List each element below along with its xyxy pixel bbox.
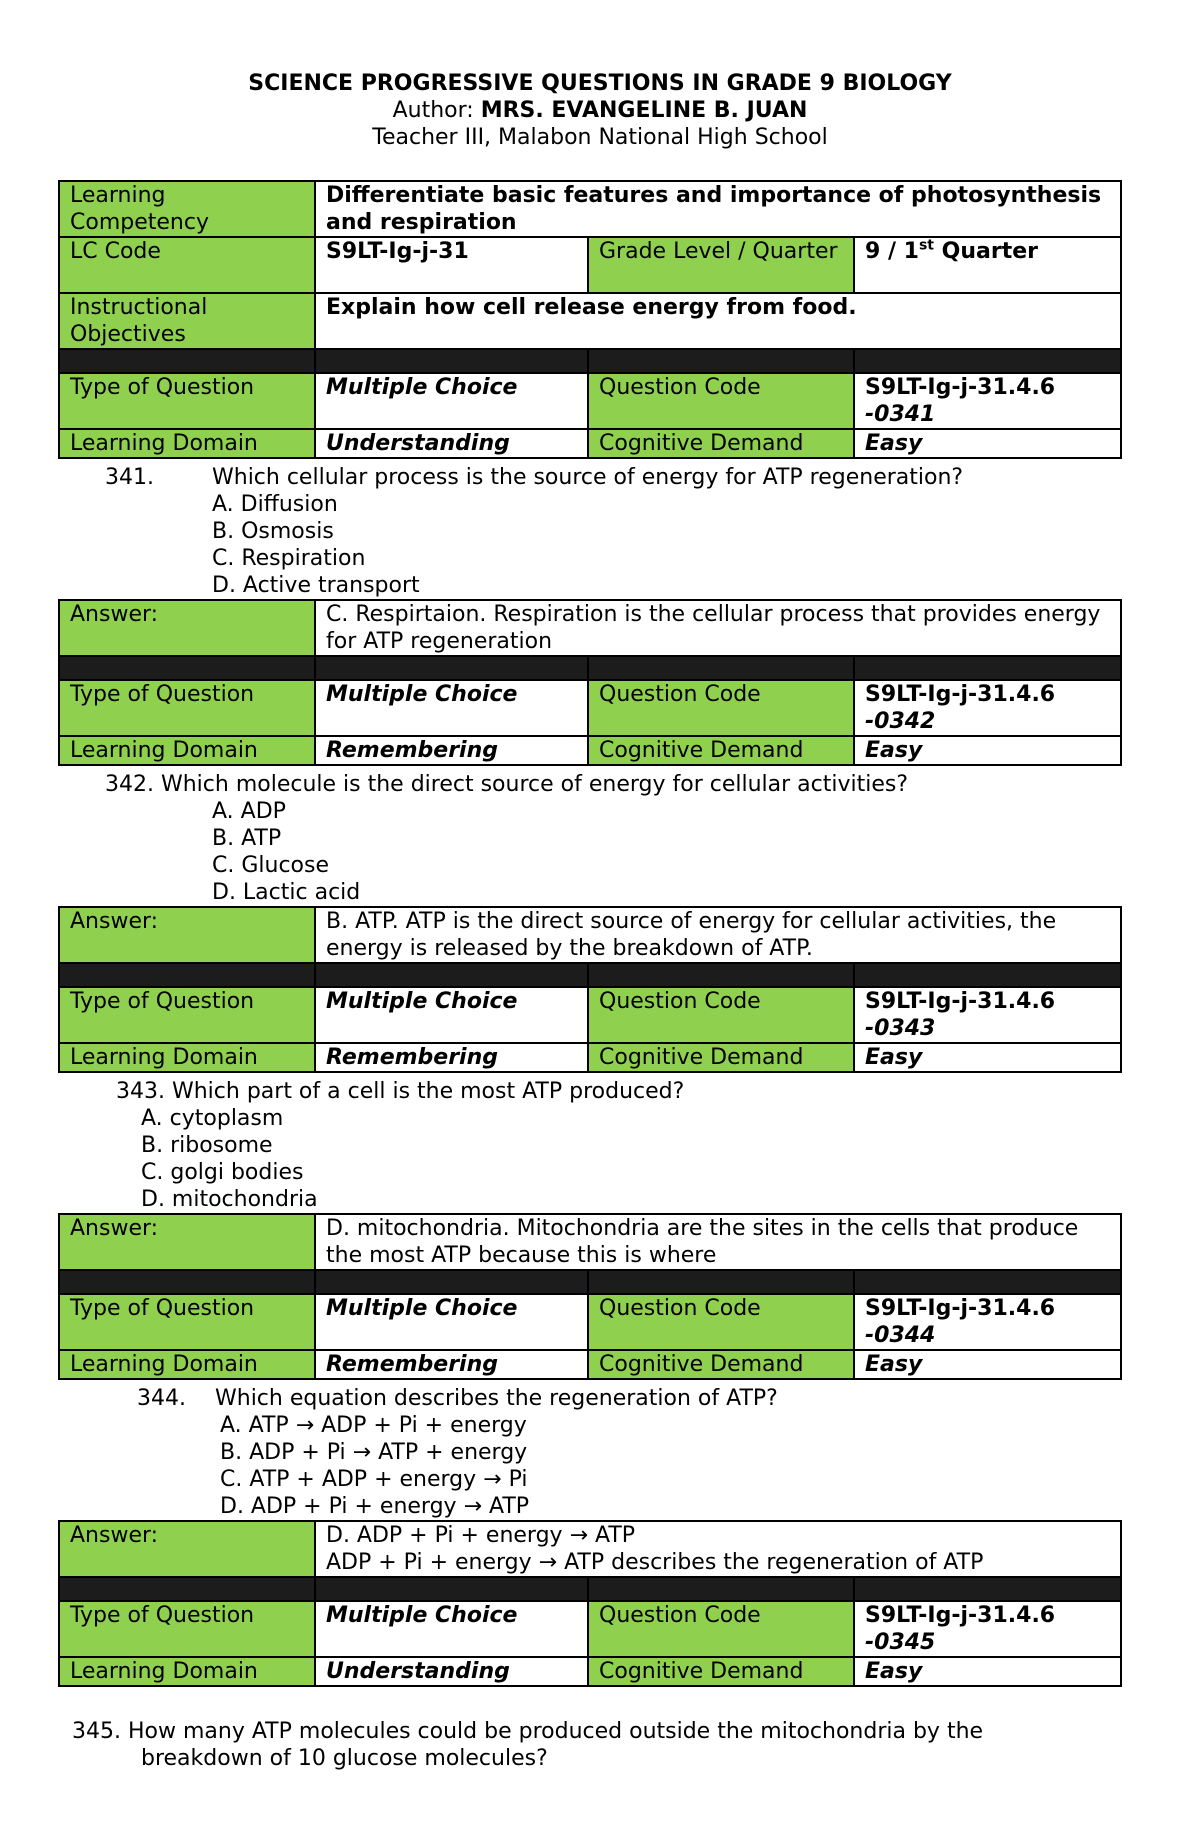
option: B. ribosome [141,1133,273,1158]
code-label: Question Code [588,987,854,1043]
code-label: Question Code [588,1601,854,1657]
separator-row [59,963,1121,987]
objective-value: Explain how cell release energy from food. [315,293,1121,349]
document-header [0,70,1200,151]
option: B. ATP [212,826,282,851]
type-value: Multiple Choice [315,680,588,736]
option: C. golgi bodies [141,1160,304,1185]
author-name: MRS. EVANGELINE B. JUAN [480,98,808,123]
domain-label: Learning Domain [59,1350,315,1379]
code-label: Question Code [588,373,854,429]
separator-row [59,1270,1121,1294]
question-text: Which cellular process is the source of energy for ATP regeneration? [212,465,964,490]
option: D. mitochondria [141,1187,318,1212]
question-table [58,1213,1122,1380]
domain-value: Remembering [315,1350,588,1379]
separator-row [59,656,1121,680]
author-label: Author: [392,98,481,123]
lc-code-value: S9LT-Ig-j-31 [315,237,588,293]
grade-value: 9 / 1st Quarter [854,237,1121,293]
option: D. ADP + Pi + energy → ATP [220,1494,530,1519]
answer-text: D. ADP + Pi + energy → ATP ADP + Pi + energy → ATP describes the regeneration of ATP [315,1521,1121,1577]
lc-code-label: LC Code [59,237,315,293]
demand-label: Cognitive Demand [588,1657,854,1686]
author-line [0,97,1200,124]
grade-label: Grade Level / Quarter [588,237,854,293]
option: B. ADP + Pi → ATP + energy [220,1440,528,1465]
type-value: Multiple Choice [315,1294,588,1350]
demand-label: Cognitive Demand [588,1043,854,1072]
question-text: 343. Which part of a cell is the most ATP produced? [116,1079,685,1104]
option: D. Active transport [212,573,420,598]
question-text: 342. Which molecule is the direct source of energy for cellular activities? [105,772,909,797]
code-label: Question Code [588,680,854,736]
question-table [58,906,1122,1073]
question-code: S9LT-Ig-j-31.4.6 -0343 [854,987,1121,1043]
option: C. ATP + ADP + energy → Pi [220,1467,528,1492]
question-code: S9LT-Ig-j-31.4.6 -0341 [854,373,1121,429]
option: C. Glucose [212,853,330,878]
type-label: Type of Question [59,987,315,1043]
type-label: Type of Question [59,373,315,429]
answer-text: D. mitochondria. Mitochondria are the sites in the cells that produce the most ATP because this is where [315,1214,1121,1270]
domain-label: Learning Domain [59,736,315,765]
question-code: S9LT-Ig-j-31.4.6 -0342 [854,680,1121,736]
question-code: S9LT-Ig-j-31.4.6 -0345 [854,1601,1121,1657]
type-value: Multiple Choice [315,987,588,1043]
question-number: 344. [137,1386,186,1411]
affiliation: Teacher III, Malabon National High School [372,125,828,150]
domain-label: Learning Domain [59,1657,315,1686]
separator-row [59,1577,1121,1601]
demand-value: Easy [854,429,1121,458]
separator-row [59,349,1121,373]
domain-value: Remembering [315,736,588,765]
demand-label: Cognitive Demand [588,429,854,458]
document-title: SCIENCE PROGRESSIVE QUESTIONS IN GRADE 9 BIOLOGY [248,71,952,96]
domain-label: Learning Domain [59,429,315,458]
competency-table [58,180,1122,459]
type-label: Type of Question [59,1601,315,1657]
type-value: Multiple Choice [315,1601,588,1657]
option: A. cytoplasm [141,1106,284,1131]
lc-label: Learning Competency [59,181,315,237]
answer-label: Answer: [59,1214,315,1270]
question-text: 345. How many ATP molecules could be produced outside the mitochondria by the [72,1719,984,1744]
answer-text: B. ATP. ATP is the direct source of energy for cellular activities, the energy is released by the breakdown of ATP. [315,907,1121,963]
type-value: Multiple Choice [315,373,588,429]
option: A. ATP → ADP + Pi + energy [220,1413,527,1438]
domain-value: Understanding [315,1657,588,1686]
option: D. Lactic acid [212,880,361,905]
domain-label: Learning Domain [59,1043,315,1072]
option: C. Respiration [212,546,366,571]
demand-label: Cognitive Demand [588,736,854,765]
demand-label: Cognitive Demand [588,1350,854,1379]
demand-value: Easy [854,1043,1121,1072]
question-table [58,1520,1122,1687]
question-code: S9LT-Ig-j-31.4.6 -0344 [854,1294,1121,1350]
question-number: 341. [105,465,154,490]
question-text: Which equation describes the regeneration of ATP? [215,1386,778,1411]
answer-label: Answer: [59,1521,315,1577]
answer-label: Answer: [59,600,315,656]
code-label: Question Code [588,1294,854,1350]
demand-value: Easy [854,736,1121,765]
objective-label: Instructional Objectives [59,293,315,349]
answer-label: Answer: [59,907,315,963]
question-table [58,599,1122,766]
option: A. Diffusion [212,492,338,517]
demand-value: Easy [854,1350,1121,1379]
demand-value: Easy [854,1657,1121,1686]
domain-value: Remembering [315,1043,588,1072]
lc-value: Differentiate basic features and importance of photosynthesis and respiration [315,181,1121,237]
domain-value: Understanding [315,429,588,458]
question-text-continued: breakdown of 10 glucose molecules? [141,1746,548,1771]
type-label: Type of Question [59,680,315,736]
option: B. Osmosis [212,519,334,544]
type-label: Type of Question [59,1294,315,1350]
option: A. ADP [212,799,286,824]
answer-text: C. Respirtaion. Respiration is the cellular process that provides energy for ATP regeneration [315,600,1121,656]
